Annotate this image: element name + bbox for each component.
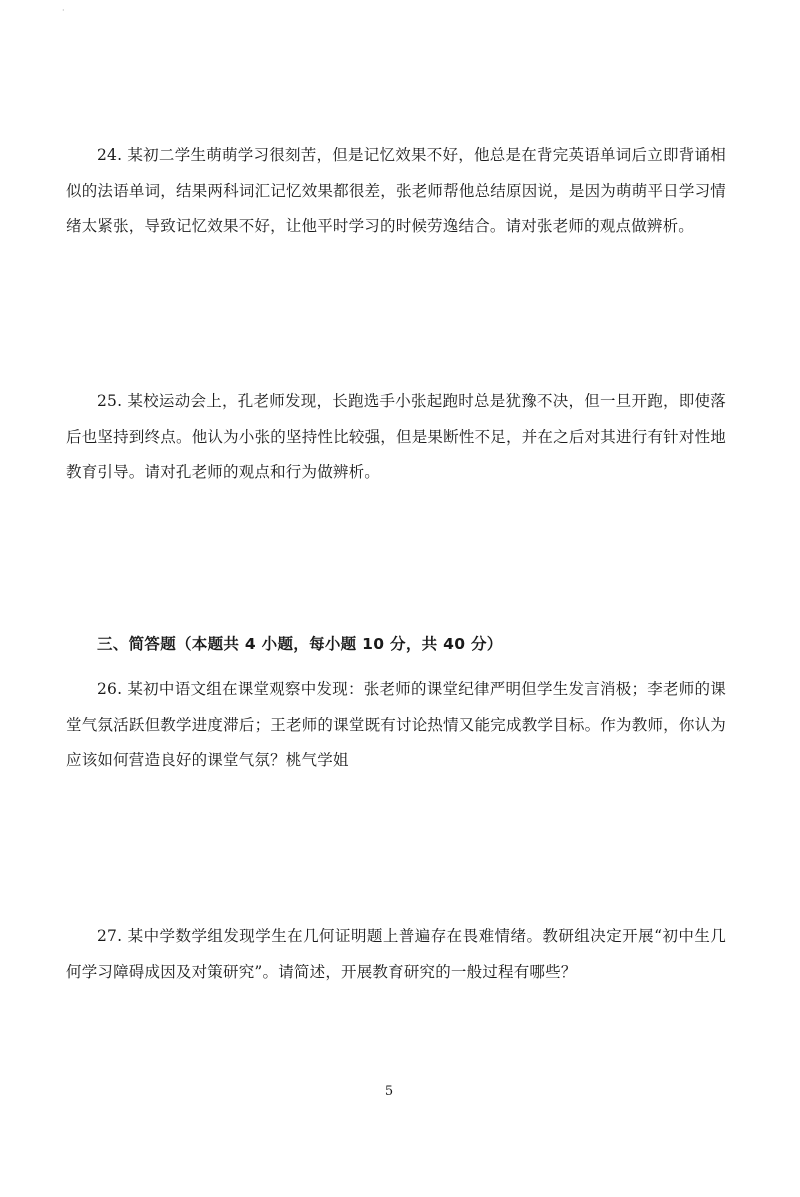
question-24: 24. 某初二学生萌萌学习很刻苦，但是记忆效果不好，他总是在背完英语单词后立即背诵相似的法语单词，结果两科词汇记忆效果都很差，张老师帮他总结原因说，是因为萌萌平日学习情绪太紧张，导致记忆效果不好，让他平时学习的时候劳逸结合。请对张老师的观点做辨析。 — [66, 146, 726, 235]
corner-mark: · — [62, 6, 65, 15]
question-27: 27. 某中学数学组发现学生在几何证明题上普遍存在畏难情绪。教研组决定开展“初中生几何学习障碍成因及对策研究”。请简述，开展教育研究的一般过程有哪些？ — [66, 927, 726, 981]
question-26: 26. 某初中语文组在课堂观察中发现：张老师的课堂纪律严明但学生发言消极；李老师的课堂气氛活跃但教学进度滞后；王老师的课堂既有讨论热情又能完成教学目标。作为教师，你认为应该如何营造良好的课堂气氛？桃气学姐 — [66, 680, 726, 769]
section-heading-short-answer: 三、简答题（本题共 4 小题，每小题 10 分，共 40 分） — [97, 635, 503, 653]
question-25: 25. 某校运动会上，孔老师发现，长跑选手小张起跑时总是犹豫不决，但一旦开跑，即使落后也坚持到终点。他认为小张的坚持性比较强，但是果断性不足，并在之后对其进行有针对性地教育引导。请对孔老师的观点和行为做辨析。 — [66, 392, 726, 481]
page-number: 5 — [384, 1084, 394, 1099]
